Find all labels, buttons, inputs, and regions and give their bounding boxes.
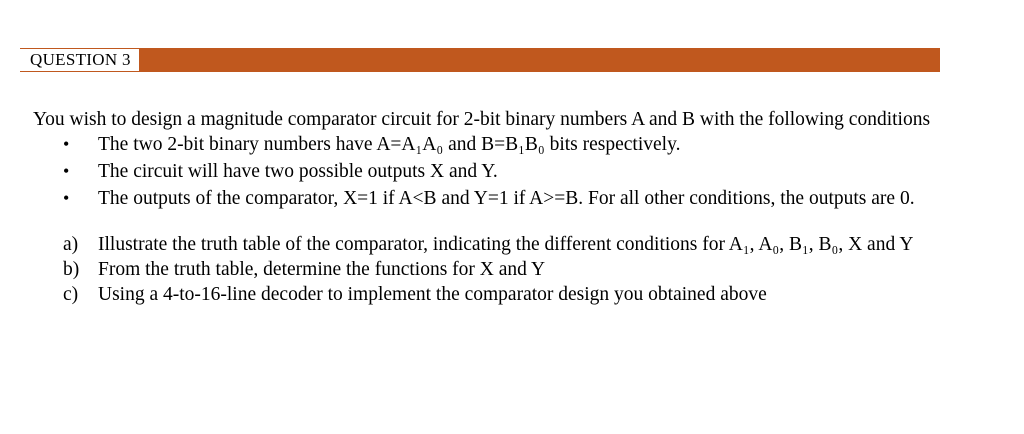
sub-question-label: c) (63, 284, 79, 305)
question-title: QUESTION 3 (20, 48, 140, 72)
sub-questions-list (33, 232, 933, 307)
condition-text: The two 2-bit binary numbers have A=A₁A₀ and B=B₁B₀ bits respectively. (98, 134, 681, 155)
bullet-icon: • (63, 188, 70, 208)
sub-question-label: a) (63, 234, 79, 255)
question-header-bar (20, 48, 940, 72)
condition-text: The outputs of the comparator, X=1 if A<B and Y=1 if A>=B. For all other conditions, the outputs are 0. (98, 188, 915, 209)
sub-question-text: Illustrate the truth table of the comparator, indicating the different conditions for A₁, A₀, B₁, B₀, X and Y (98, 234, 914, 255)
intro-paragraph: You wish to design a magnitude comparator circuit for 2-bit binary numbers A and B with the following conditions (33, 109, 931, 130)
condition-text: The circuit will have two possible outputs X and Y. (98, 161, 498, 182)
sub-question-text: From the truth table, determine the functions for X and Y (98, 259, 546, 280)
sub-question-label: b) (63, 259, 80, 280)
sub-question (33, 282, 933, 307)
bullet-icon: • (63, 134, 70, 154)
sub-question-text: Using a 4-to-16-line decoder to implement the comparator design you obtained above (98, 284, 767, 305)
condition-item (33, 132, 933, 157)
conditions-list (33, 132, 933, 211)
sub-question (33, 257, 933, 282)
bullet-icon: • (63, 161, 70, 181)
condition-item (33, 159, 933, 184)
question-body (33, 107, 933, 307)
condition-item (33, 186, 933, 211)
sub-question (33, 232, 933, 257)
